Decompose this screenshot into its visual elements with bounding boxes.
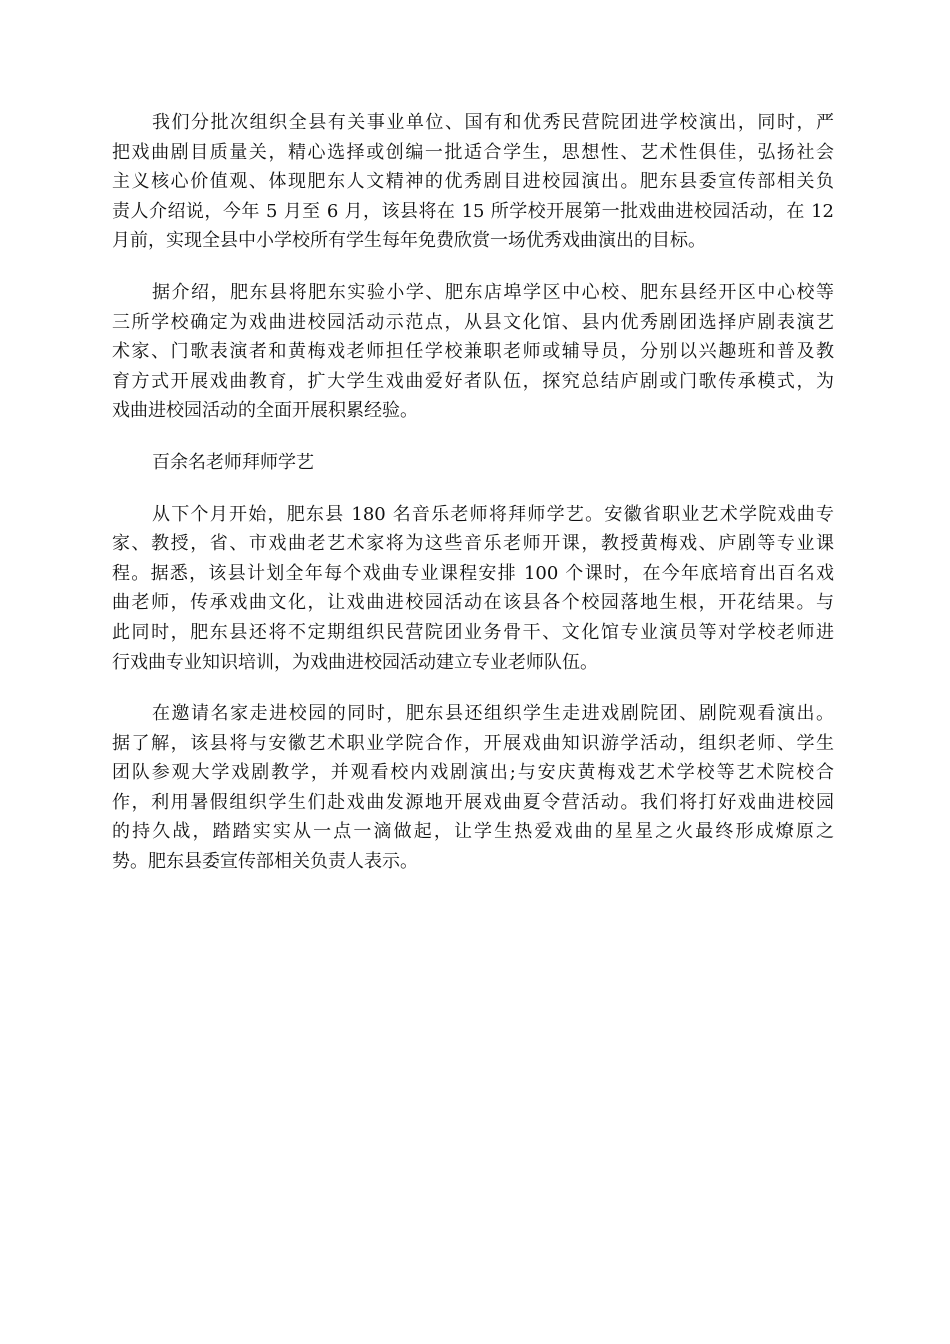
text-line: 作，利用暑假组织学生们赴戏曲发源地开展戏曲夏令营活动。我们将打好戏曲进校园	[112, 791, 834, 813]
text-line: 戏曲进校园活动的全面开展积累经验。	[112, 400, 418, 422]
text-line: 程。据悉，该县计划全年每个戏曲专业课程安排 100 个课时，在今年底培育出百名戏	[112, 562, 834, 584]
text-line: 育方式开展戏曲教育，扩大学生戏曲爱好者队伍，探究总结庐剧或门歌传承模式，为	[112, 370, 834, 392]
text-line: 的持久战，踏踏实实从一点一滴做起，让学生热爱戏曲的星星之火最终形成燎原之	[112, 821, 834, 843]
text-line: 行戏曲专业知识培训，为戏曲进校园活动建立专业老师队伍。	[112, 651, 598, 673]
text-line: 主义核心价值观、体现肥东人文精神的优秀剧目进校园演出。肥东县委宣传部相关负	[112, 171, 834, 193]
paragraph-2	[112, 278, 834, 426]
text-line: 势。肥东县委宣传部相关负责人表示。	[112, 851, 418, 873]
text-line: 团队参观大学戏剧教学，并观看校内戏剧演出;与安庆黄梅戏艺术学校等艺术院校合	[112, 762, 834, 784]
paragraph-4	[112, 699, 834, 877]
text-line: 据了解，该县将与安徽艺术职业学院合作，开展戏曲知识游学活动，组织老师、学生	[112, 732, 834, 754]
paragraph-3	[112, 500, 834, 678]
text-line: 把戏曲剧目质量关，精心选择或创编一批适合学生，思想性、艺术性俱佳，弘扬社会	[112, 141, 834, 163]
text-line: 从下个月开始，肥东县 180 名音乐老师将拜师学艺。安徽省职业艺术学院戏曲专	[152, 503, 834, 525]
document-page	[112, 108, 834, 899]
text-line: 我们分批次组织全县有关事业单位、国有和优秀民营院团进学校演出，同时，严	[152, 112, 834, 133]
text-line: 此同时，肥东县还将不定期组织民营院团业务骨干、文化馆专业演员等对学校老师进	[112, 621, 834, 643]
text-line: 三所学校确定为戏曲进校园活动示范点，从县文化馆、县内优秀剧团选择庐剧表演艺	[112, 311, 834, 333]
paragraph-1	[112, 108, 834, 256]
text-line: 家、教授，省、市戏曲老艺术家将为这些音乐老师开课，教授黄梅戏、庐剧等专业课	[112, 533, 834, 555]
text-line: 据介绍，肥东县将肥东实验小学、肥东店埠学区中心校、肥东县经开区中心校等	[152, 281, 834, 303]
text-line: 曲老师，传承戏曲文化，让戏曲进校园活动在该县各个校园落地生根，开花结果。与	[112, 592, 834, 614]
text-line: 术家、门歌表演者和黄梅戏老师担任学校兼职老师或辅导员，分别以兴趣班和普及教	[112, 341, 834, 363]
text-line: 责人介绍说，今年 5 月至 6 月，该县将在 15 所学校开展第一批戏曲进校园活动，在 12	[112, 200, 834, 222]
text-line: 在邀请名家走进校园的同时，肥东县还组织学生走进戏剧院团、剧院观看演出。	[152, 703, 834, 725]
section-heading-text: 百余名老师拜师学艺	[152, 451, 314, 473]
text-line: 月前，实现全县中小学校所有学生每年免费欣赏一场优秀戏曲演出的目标。	[112, 230, 706, 252]
section-heading	[112, 448, 834, 478]
